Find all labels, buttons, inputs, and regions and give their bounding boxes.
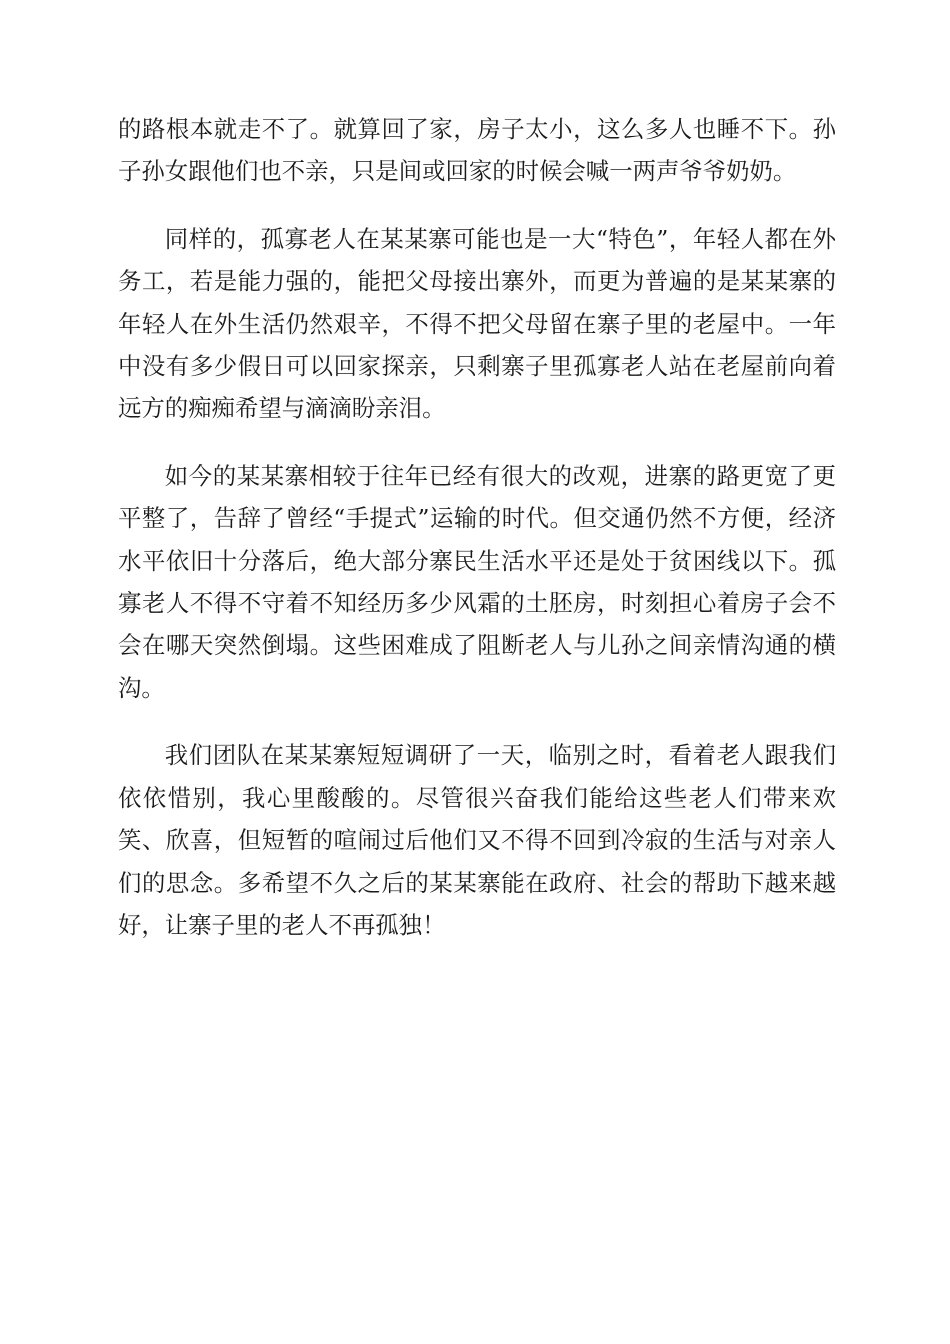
- paragraph-continuation: 的路根本就走不了。就算回了家，房子太小，这么多人也睡不下。孙子孙女跟他们也不亲，只是间或回家的时候会喊一两声爷爷奶奶。: [118, 115, 836, 186]
- paragraph-village-changes: 如今的某某寨相较于往年已经有很大的改观，进寨的路更宽了更平整了，告辞了曾经“手提式”运输的时代。但交通仍然不方便，经济水平依旧十分落后，绝大部分寨民生活水平还是处于贫困线以下。孤寡老人不得不守着不知经历多少风霜的土胚房，时刻担心着房子会不会在哪天突然倒塌。这些困难成了阻断老人与儿孙之间亲情沟通的横沟。: [118, 461, 836, 702]
- paragraph-elderly-left-behind: 同样的，孤寡老人在某某寨可能也是一大“特色”，年轻人都在外务工，若是能力强的，能把父母接出寨外，而更为普遍的是某某寨的年轻人在外生活仍然艰辛，不得不把父母留在寨子里的老屋中。一年中没有多少假日可以回家探亲，只剩寨子里孤寡老人站在老屋前向着远方的痴痴希望与滴滴盼亲泪。: [118, 224, 836, 423]
- document-body: [118, 108, 836, 971]
- paragraph-team-reflection: 我们团队在某某寨短短调研了一天，临别之时，看着老人跟我们依依惜别，我心里酸酸的。尽管很兴奋我们能给这些老人们带来欢笑、欣喜，但短暂的喧闹过后他们又不得不回到冷寂的生活与对亲人们的思念。多希望不久之后的某某寨能在政府、社会的帮助下越来越好，让寨子里的老人不再孤独！: [118, 741, 836, 939]
